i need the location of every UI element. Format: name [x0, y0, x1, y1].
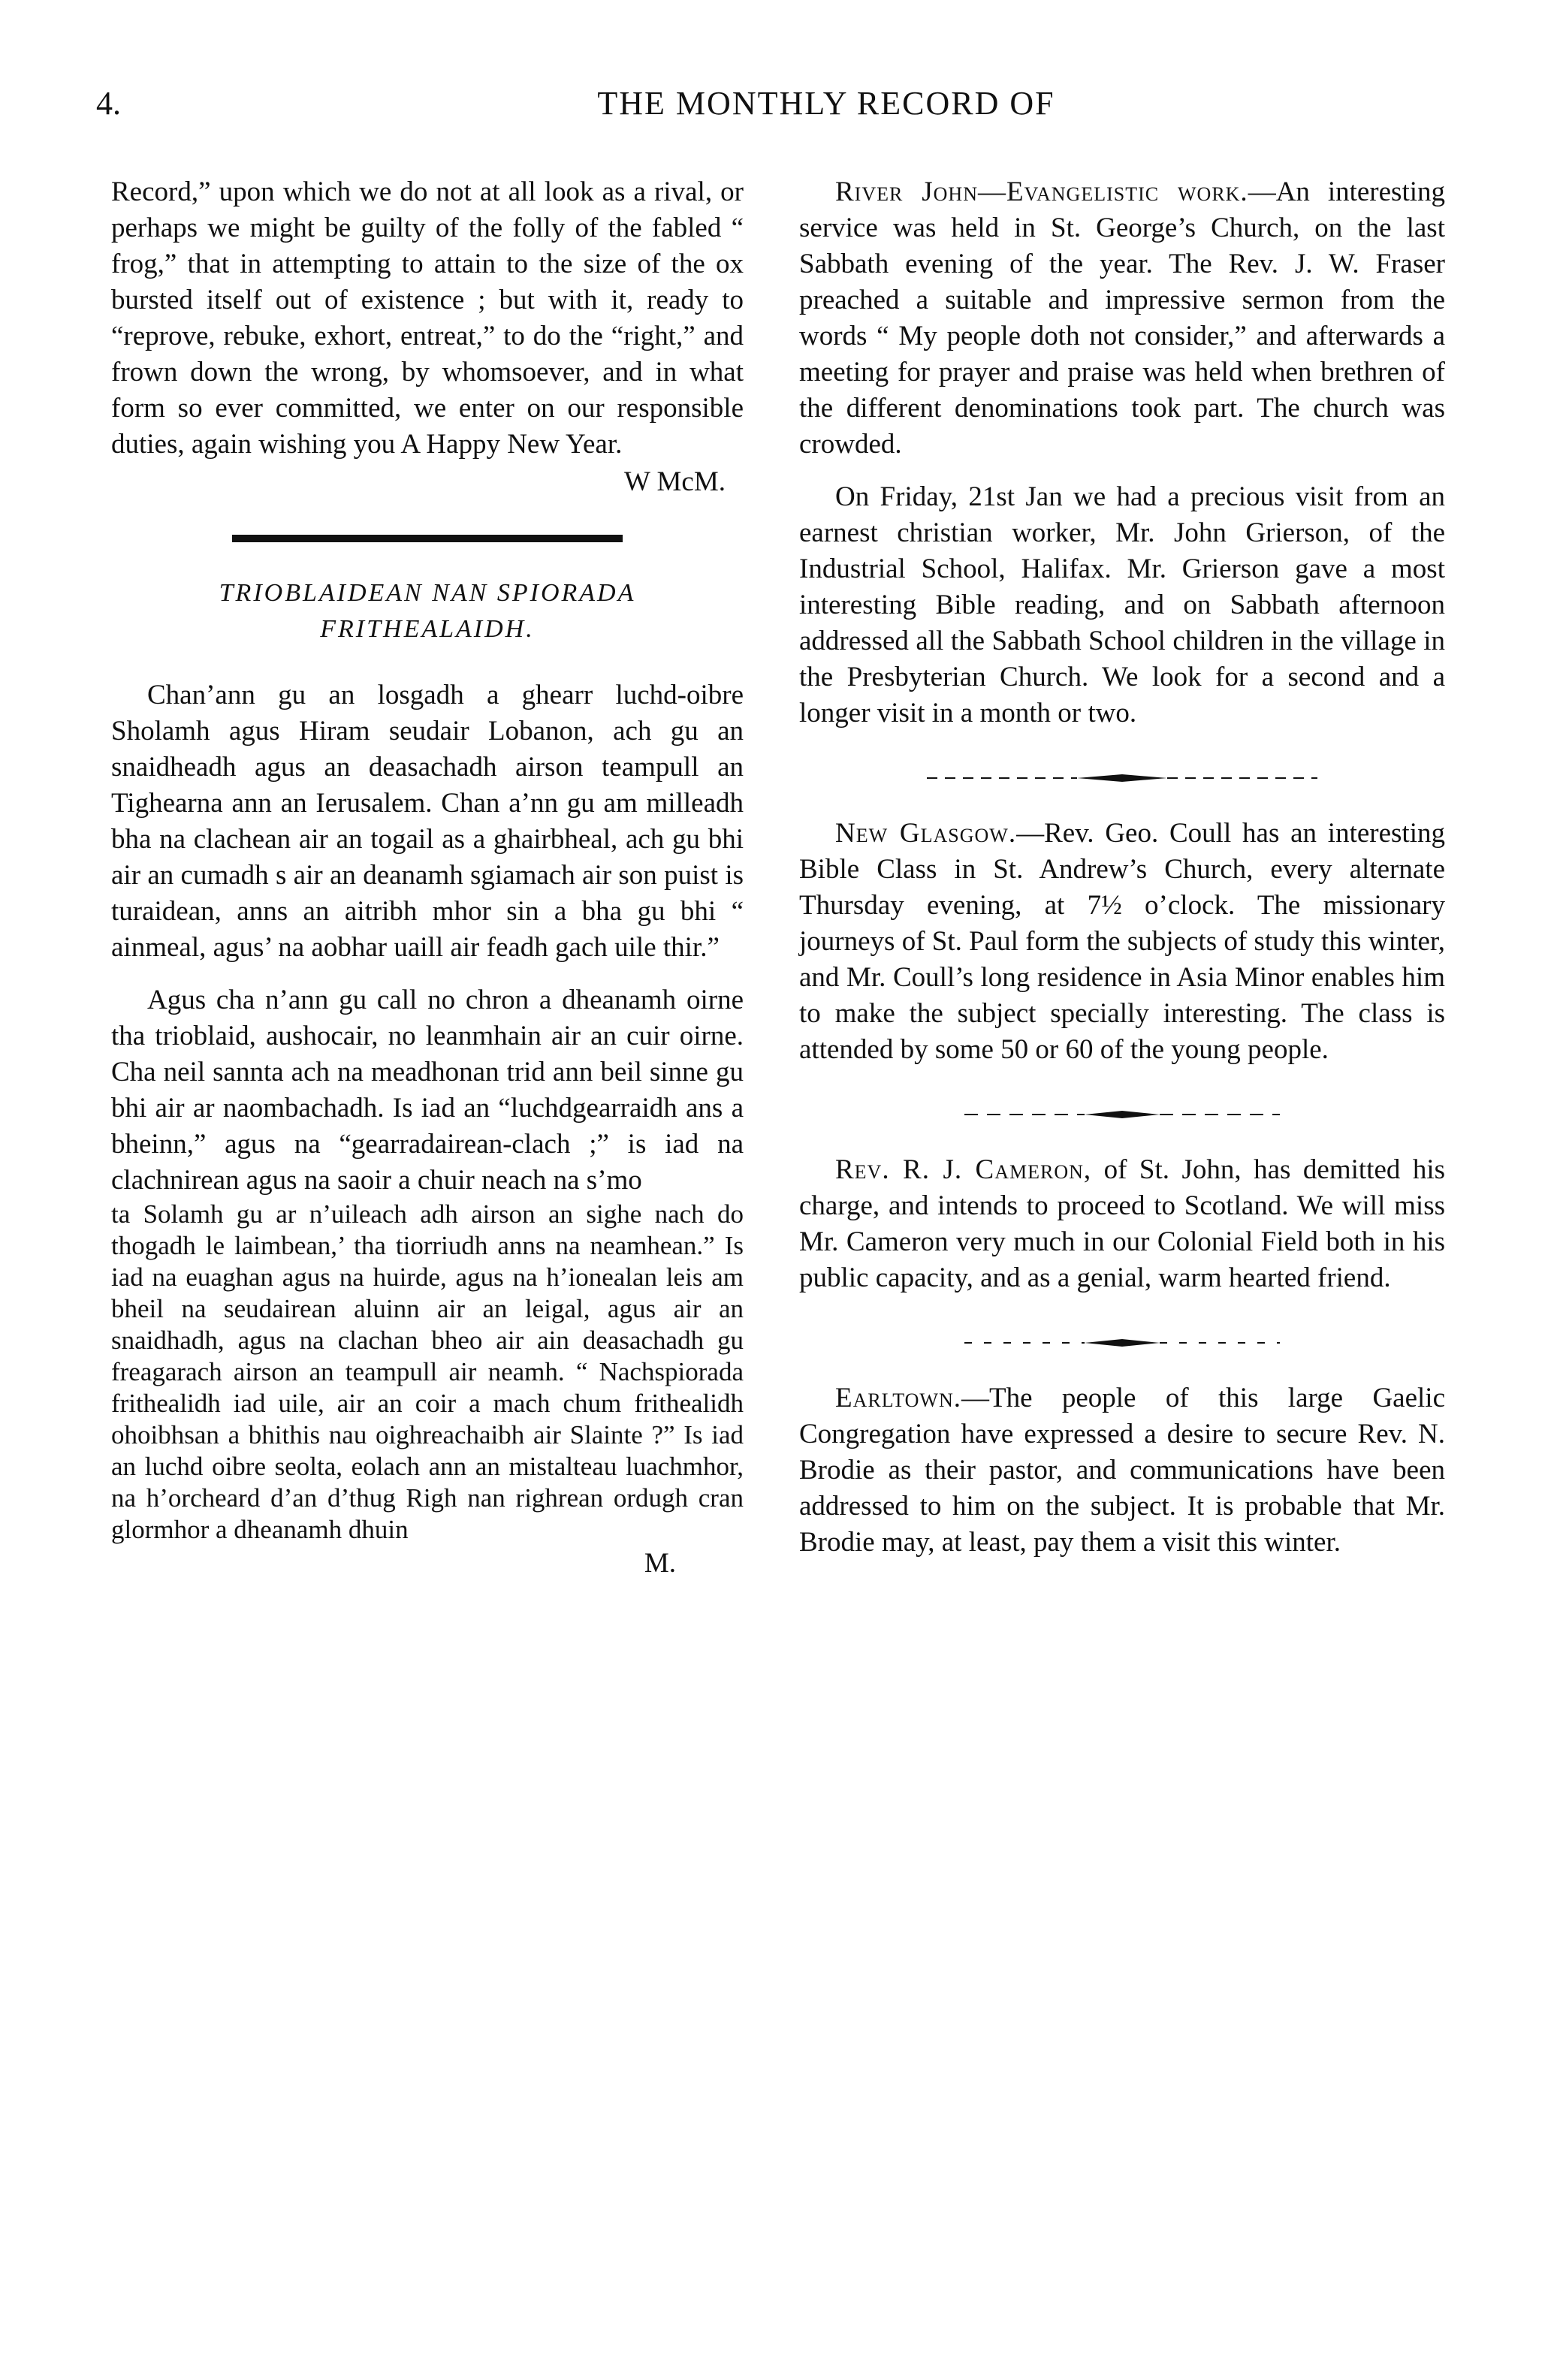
letter-closing-paragraph: Record,” upon which we do not at all look as a rival, or perhaps we might be guilty of the folly of the fabled “ frog,” that in attempting to attain to the size of the ox bursted itself out of existence ; but with it, ready to “reprove, rebuke, exhort, entreat,” to do the “right,” and frown down the wrong, by whomsoever, and in what form so ever committed, we enter on our responsible duties, again wishing you A Happy New Year.: [111, 176, 744, 460]
ornamental-divider: [799, 757, 1445, 793]
news-item-earltown: [799, 1380, 1445, 1561]
river-john-heading: River John—Evangelistic work.: [835, 176, 1248, 207]
news-item-grierson-visit: On Friday, 21st Jan we had a precious visit from an earnest christian worker, Mr. John Grierson, of the Industrial School, Halifax. Mr. Grierson gave a most interesting Bible reading, and on Sabbath afternoon addressed all the Sabbath School children in the village in the Presbyterian Church. We look for a second and a longer visit in a month or two.: [799, 481, 1445, 728]
news-item-cameron: [799, 1152, 1445, 1296]
gaelic-paragraph-2: Agus cha n’ann gu call no chron a dheanamh oirne tha trioblaid, aushocair, no leanmhain air an cuir oirne. Cha neil sannta ach na meadhonan trid ann beil sinne gu bhi air ar naombachadh. Is iad an “luchdgearraidh ans a bheinn,” agus na “gearradairean-clach ;” is iad na clachnirean agus na saoir a chuir neach na s’mo: [111, 985, 744, 1196]
ornamental-divider: [799, 1322, 1445, 1358]
ornamental-divider: [799, 1093, 1445, 1130]
right-column: [799, 174, 1445, 1561]
gaelic-article-subtitle: FRITHEALAIDH.: [320, 615, 535, 643]
new-glasgow-heading: New Glasgow.: [835, 818, 1017, 849]
signature-w-mcm: W McM.: [624, 466, 726, 497]
gaelic-paragraph-3: ta Solamh gu ar n’uileach adh airson an sighe nach do thogadh le laimbean,’ tha tiorriudh anns na neamhean.” Is iad na euaghan agus na huirde, agus na h’ionealan leis am bheil na seudairean aluinn air an leigal, agus air an snaidhadh, agus na clachan bheo air ain deasachadh gu freagarach airson an teampull air neamh. “ Nachspiorada frithealidh iad uile, air an coir a mach chum frithealidh ohoibhsan a bhithis nau oighreachaibh air Slainte ?” Is iad an luchd oibre seolta, eolach ann an mistalteau luachmhor, na h’orcheard d’an d’thug Righ nan righrean ordugh cran glormhor a dheanamh dhuin: [111, 1199, 744, 1544]
page-header: [0, 84, 1557, 137]
cameron-heading: Rev. R. J. Cameron,: [835, 1154, 1092, 1185]
running-title: THE MONTHLY RECORD OF: [597, 85, 1055, 122]
earltown-body: —The people of this large Gaelic Congregation have expressed a desire to secure Rev. N. Brodie as their pastor, and communications have been addressed to him on the subject. It is probable that Mr. Brodie may, at least, pay them a visit this winter.: [799, 1383, 1445, 1558]
cameron-body: of St. John, has demitted his charge, and intends to proceed to Scotland. We will miss Mr. Cameron very much in our Colonial Field both in his public capacity, and as a genial, warm hearted friend.: [799, 1154, 1446, 1293]
signature-m: M.: [644, 1548, 676, 1579]
earltown-heading: Earltown.: [835, 1383, 961, 1413]
new-glasgow-body: —Rev. Geo. Coull has an interesting Bible Class in St. Andrew’s Church, every alternate Thursday evening, at 7½ o’clock. The missionary journeys of St. Paul form the subjects of study this winter, and Mr. Coull’s long residence in Asia Minor enables him to make the subject specially interesting. The class is attended by some 50 or 60 of the young people.: [799, 818, 1445, 1065]
gaelic-article-title: TRIOBLAIDEAN NAN SPIORADA: [219, 579, 636, 607]
page-number: 4.: [96, 85, 121, 122]
section-rule: [232, 535, 623, 542]
river-john-body: —An interesting service was held in St. George’s Church, on the last Sabbath evening of the year. The Rev. J. W. Fraser preached a suitable and impressive sermon from the words “ My people doth not consider,” and afterwards a meeting for prayer and praise was held when brethren of the different denominations took part. The church was crowded.: [799, 176, 1445, 460]
news-item-new-glasgow: [799, 816, 1445, 1068]
left-column: [111, 174, 744, 1582]
gaelic-paragraph-1: Chan’ann gu an losgadh a ghearr luchd-oibre Sholamh agus Hiram seudair Lobanon, ach gu an snaidheadh agus an deasachadh airson teampull an Tighearna ann an Ierusalem. Chan a’nn gu am milleadh bha na clachean air an togail as a ghairbheal, ach gu bhi air an cumadh s air an deanamh sgiamach air son puist is turaidean, anns an aitribh mhor sin a bha gu bhi “ ainmeal, agus’ na aobhar uaill air feadh gach uile thir.”: [111, 680, 744, 963]
news-item-river-john: [799, 174, 1445, 463]
